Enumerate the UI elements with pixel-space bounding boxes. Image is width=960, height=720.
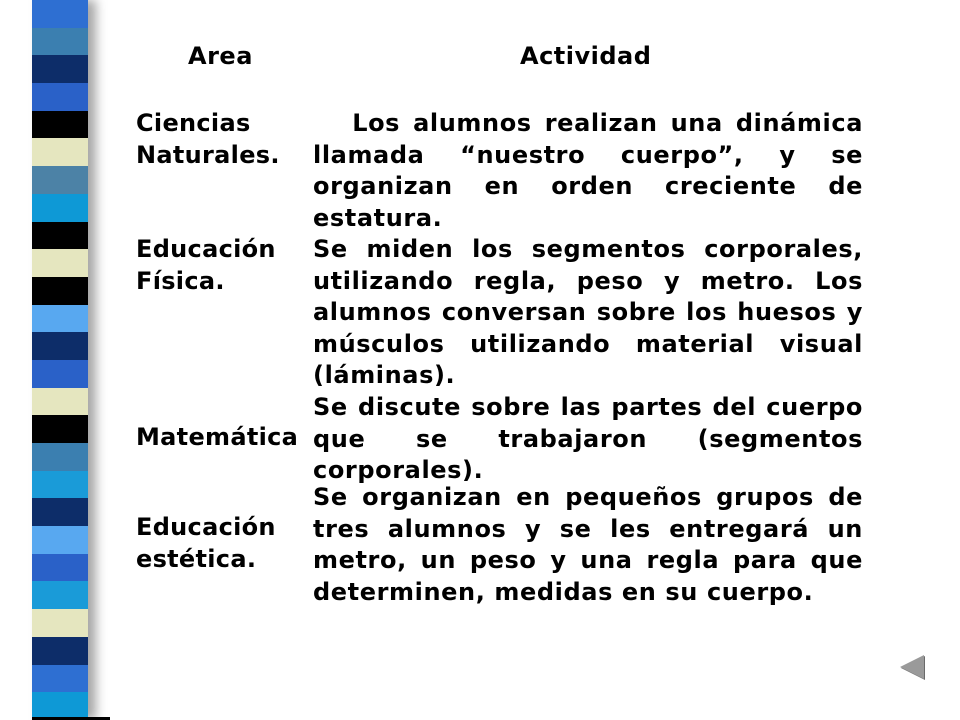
column-header-activity: Actividad <box>520 42 652 70</box>
activity-text: Los alumnos realizan una dinámica llamada “nuestro cuerpo”, y se organizan en orden creciente de estatura. <box>313 109 872 232</box>
triangle-left-icon[interactable] <box>900 655 924 679</box>
area-label: Educación estética. <box>136 513 276 573</box>
activity-text: Se organizan en pequeños grupos de tres alumnos y se les entregará un metro, un peso y una regla para que determinen, medidas en su cuerpo. <box>313 483 863 606</box>
activity-text: Se discute sobre las partes del cuerpo que se trabajaron (segmentos corporales). <box>313 393 863 484</box>
activity-text: Se miden los segmentos corporales, utilizando regla, peso y metro. Los alumnos conversan sobre los huesos y músculos utilizando material visual (láminas). <box>313 235 863 389</box>
area-label: Matemática <box>136 423 299 451</box>
area-label: Educación Física. <box>136 235 276 295</box>
area-label: Ciencias Naturales. <box>136 109 280 169</box>
column-header-area: Area <box>188 42 253 70</box>
